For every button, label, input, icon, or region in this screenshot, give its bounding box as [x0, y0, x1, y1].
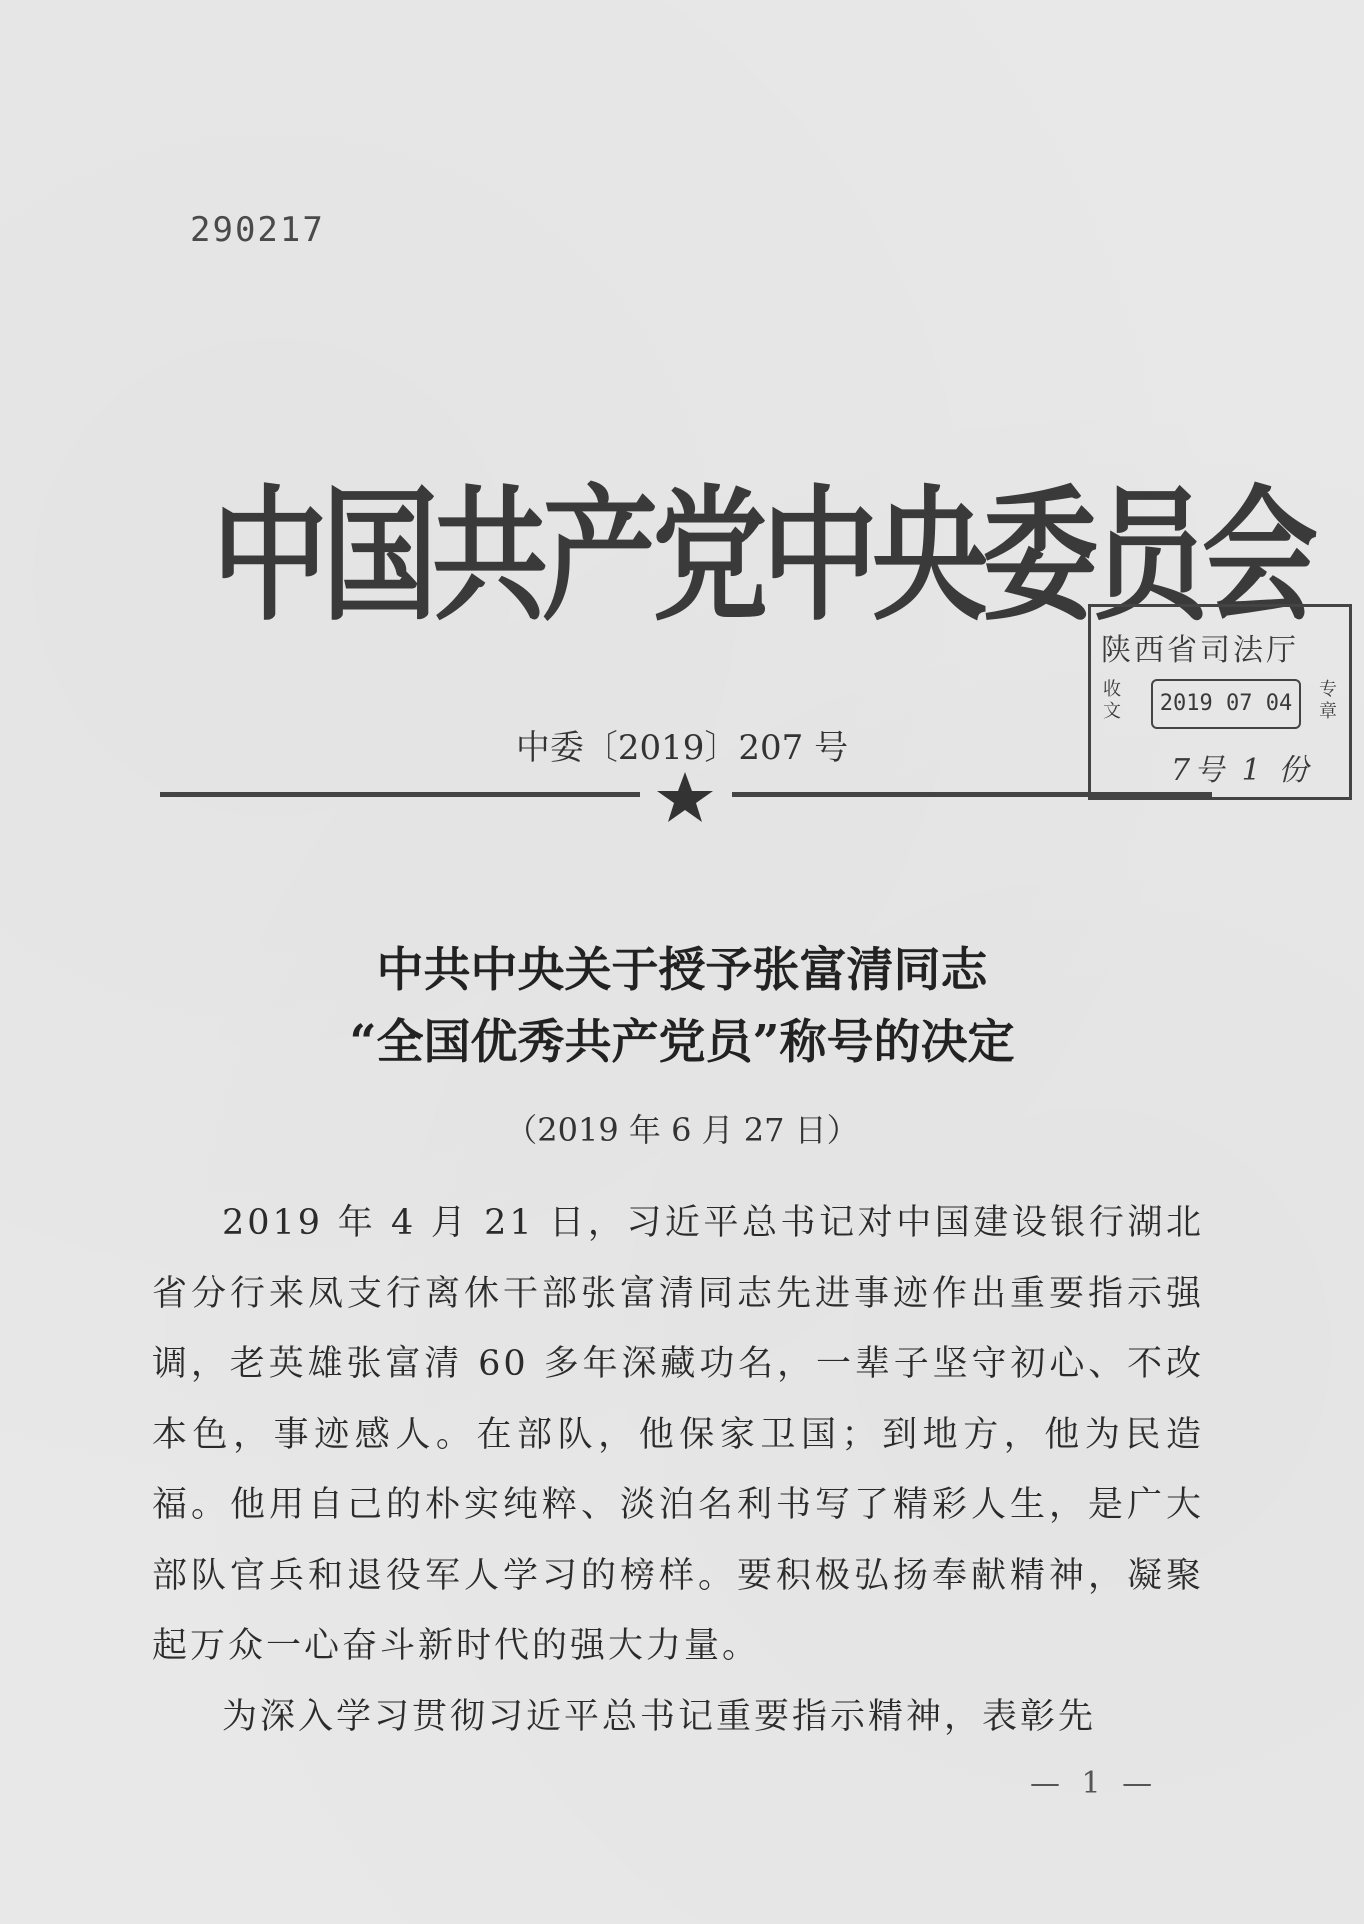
- serial-number: 290217: [190, 210, 325, 250]
- body-paragraph: 为深入学习贯彻习近平总书记重要指示精神，表彰先: [222, 1696, 1097, 1737]
- body-paragraph: 2019 年 4 月 21 日，习近平总书记对中国建设银行湖北省分行来凤支行离休干部张富清同志先进事迹作出重要指示强调，老英雄张富清 60 多年深藏功名，一辈子坚守初心、不改本色，事迹感人。在部队，他保家卫国；到地方，他为民造福。他用自己的朴实纯粹、淡泊名利书写了精彩人生，是广大部队官兵和退役军人学习的榜样。要积极弘扬奉献精神，凝聚起万众一心奋斗新时代的强大力量。: [152, 1203, 1204, 1666]
- stamp-right-label: 专章: [1319, 679, 1337, 722]
- decision-date: （2019 年 6 月 27 日）: [505, 1111, 859, 1149]
- document-number: 中委〔2019〕207 号: [515, 728, 849, 768]
- body-text: [152, 1188, 1204, 1752]
- red-rule-left: [160, 792, 640, 797]
- issuing-organization-title: 中国共产党中央委员会: [212, 472, 1312, 642]
- decision-title: [0, 935, 1364, 1079]
- decision-title-line2: “全国优秀共产党员”称号的决定: [349, 1015, 1015, 1070]
- stamp-date: 2019 07 04: [1151, 679, 1301, 729]
- decision-title-line1: 中共中央关于授予张富清同志: [376, 943, 988, 998]
- page-number: — 1 —: [1030, 1766, 1159, 1801]
- stamp-copy-count: 7号 1 份: [1171, 753, 1313, 788]
- stamp-organization: 陕西省司法厅: [1101, 633, 1299, 668]
- receipt-stamp: [1088, 604, 1352, 800]
- star-icon: [655, 770, 715, 824]
- stamp-left-label: 收文: [1103, 679, 1121, 722]
